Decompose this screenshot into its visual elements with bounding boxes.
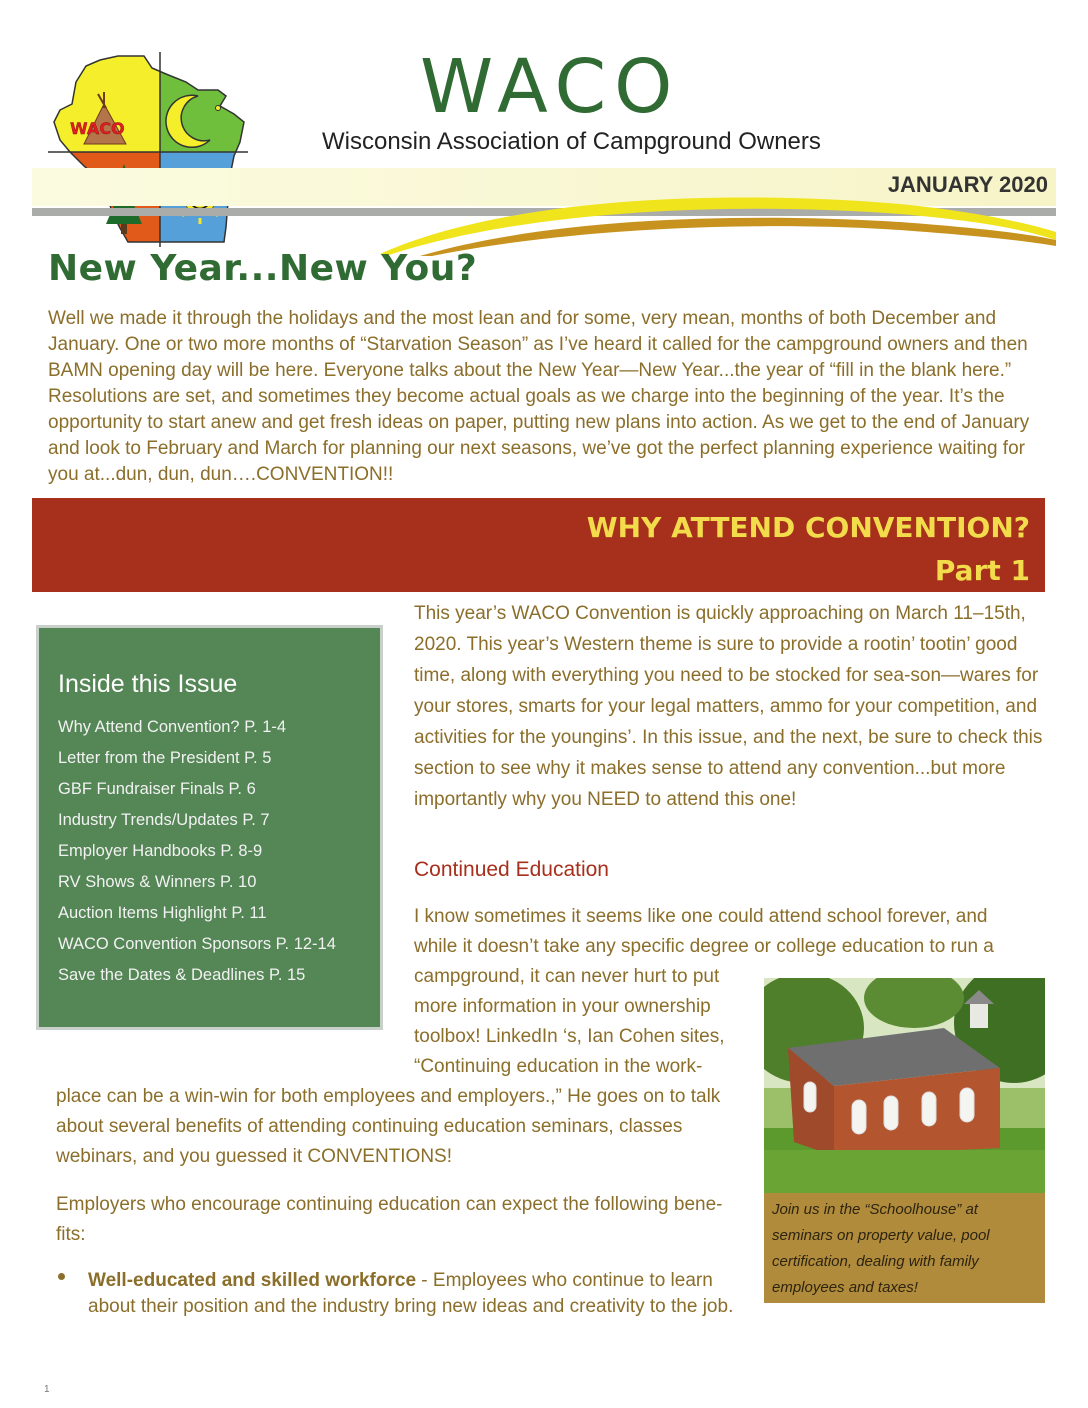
benefit-bullet — [88, 1268, 738, 1320]
article-line: fits: — [56, 1224, 86, 1245]
section-title — [587, 506, 1030, 592]
toc-item: Why Attend Convention? P. 1-4 — [58, 718, 287, 736]
inside-issue-title: Inside this Issue — [58, 670, 238, 698]
page-number: 1 — [44, 1384, 50, 1395]
toc-item: GBF Fundraiser Finals P. 6 — [58, 780, 256, 798]
organization-name: Wisconsin Association of Campground Owners — [322, 128, 821, 155]
benefit-text: - Employees who continue to learn about their position and the industry bring new ideas and creativity to the job. — [88, 1270, 734, 1317]
waco-logo — [48, 52, 248, 247]
toc-item: Save the Dates & Deadlines P. 15 — [58, 966, 306, 984]
toc-item: WACO Convention Sponsors P. 12-14 — [58, 935, 336, 953]
article-line: while it doesn’t take any specific degree or college education to run a — [414, 936, 994, 957]
article-line: place can be a win-win for both employees and employers.,” He goes on to talk — [56, 1086, 721, 1107]
section-title-line2: Part 1 — [934, 554, 1030, 587]
toc-item: Auction Items Highlight P. 11 — [58, 904, 267, 922]
article-line: campground, it can never hurt to put — [414, 966, 720, 987]
issue-date: JANUARY 2020 — [887, 172, 1048, 197]
article-paragraph: This year’s WACO Convention is quickly approaching on March 11–15th, 2020. This year’s Western theme is sure to provide a rootin’ tootin’ good time, along with everything you need to be stocked for sea-son—wares for your stores, smarts for your legal matters, ammo for your competition, and activities for the youngins’. In this issue, and the next, be sure to check this section to see why it makes sense to attend any convention...but more importantly why you NEED to attend this one! — [414, 603, 1043, 810]
table-of-contents — [58, 712, 336, 991]
article-subheading: Continued Education — [414, 858, 609, 881]
brand-title: WACO — [420, 44, 681, 130]
toc-item: Letter from the President P. 5 — [58, 749, 272, 767]
swoosh-decoration — [380, 190, 1056, 256]
article-line: Employers who encourage continuing education can expect the following bene- — [56, 1194, 723, 1215]
toc-item: RV Shows & Winners P. 10 — [58, 873, 257, 891]
intro-paragraph: Well we made it through the holidays and the most lean and for some, very mean, months of both December and January. One or two more months of “Starvation Season” as I’ve heard it called for the campground owners and then BAMN opening day will be here. Everyone talks about the New Year—New Year...the year of “fill in the blank here.” Resolutions are set, and sometimes they become actual goals as we charge into the beginning of the year. It’s the opportunity to start anew and get fresh ideas on paper, putting new plans into action. As we get to the end of January and look to February and March for planning our next seasons, we’ve got the perfect planning experience waiting for you at...dun, dun, dun….CONVENTION!! — [48, 308, 1030, 485]
photo-caption: Join us in the “Schoolhouse” at seminars on property value, pool certification, dealing with family employees and taxes! — [772, 1201, 990, 1296]
benefit-label: Well-educated and skilled workforce — [88, 1270, 417, 1291]
article-line: toolbox! LinkedIn ‘s, Ian Cohen sites, — [414, 1026, 725, 1047]
bullet-dot — [58, 1273, 65, 1280]
section-title-line1: WHY ATTEND CONVENTION? — [586, 511, 1030, 544]
article-line: I know sometimes it seems like one could attend school forever, and — [414, 906, 988, 927]
article-line: about several benefits of attending continuing education seminars, classes — [56, 1116, 683, 1137]
toc-item: Industry Trends/Updates P. 7 — [58, 811, 270, 829]
schoolhouse-photo — [764, 978, 1045, 1193]
article-line: “Continuing education in the work- — [414, 1056, 703, 1077]
headline: New Year...New You? — [48, 248, 478, 289]
article-line: more information in your ownership — [414, 996, 711, 1017]
svg-text:WACO: WACO — [70, 119, 125, 138]
article-line: webinars, and you guessed it CONVENTIONS! — [56, 1146, 453, 1167]
toc-item: Employer Handbooks P. 8-9 — [58, 842, 263, 860]
